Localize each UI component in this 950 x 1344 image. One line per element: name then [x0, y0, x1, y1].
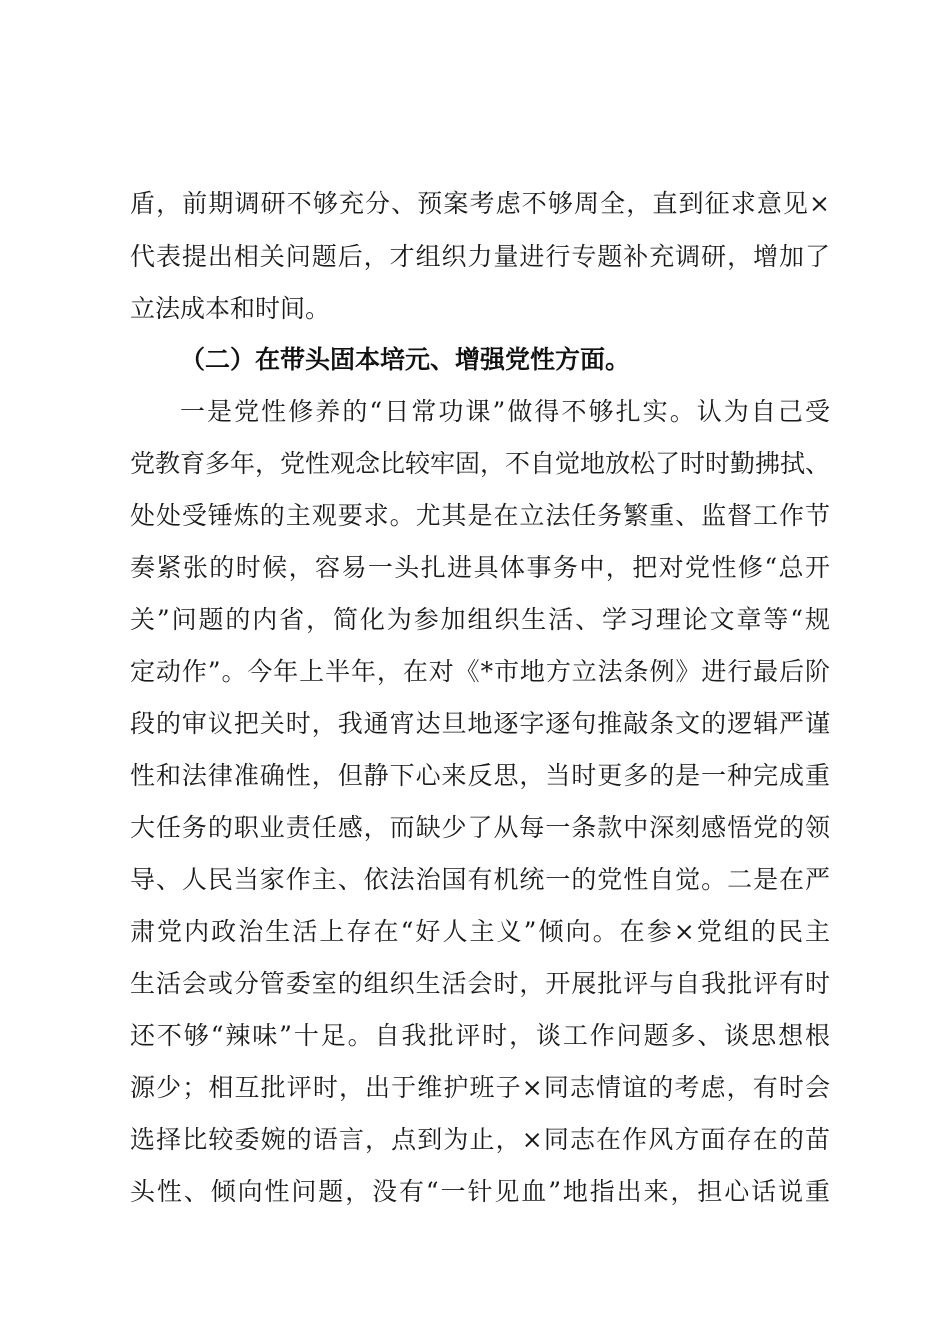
- text-line: [0, 756, 950, 796]
- text-line: [0, 1172, 950, 1212]
- text-line: [0, 912, 950, 952]
- text-line-content: 大任务的职业责任感，而缺少了从每一条款中深刻感悟党的领: [130, 813, 830, 842]
- text-line: [0, 1068, 950, 1108]
- text-line: [0, 860, 950, 900]
- text-line: [0, 1120, 950, 1160]
- text-line-content: 盾，前期调研不够充分、预案考虑不够周全，直到征求意见×: [130, 189, 830, 218]
- text-line-content: 奏紧张的时候，容易一头扎进具体事务中，把对党性修“总开: [130, 553, 830, 582]
- text-line-content: 立法成本和时间。: [130, 294, 331, 323]
- text-line: [0, 1016, 950, 1056]
- text-line-content: 关”问题的内省，简化为参加组织生活、学习理论文章等“规: [130, 605, 830, 634]
- section-heading-text: （二）在带头固本培元、增强党性方面。: [180, 345, 631, 374]
- text-line: [0, 392, 950, 432]
- text-line: [0, 652, 950, 692]
- text-line-content: 定动作”。今年上半年，在对《*市地方立法条例》进行最后阶: [130, 657, 830, 686]
- text-line-content: 一是党性修养的“日常功课”做得不够扎实。认为自己受: [180, 397, 830, 426]
- text-line: [0, 444, 950, 484]
- text-line: [0, 289, 950, 329]
- text-line-content: 党教育多年，党性观念比较牢固，不自觉地放松了时时勤拂拭、: [130, 449, 831, 478]
- text-line-content: 选择比较委婉的语言，点到为止，×同志在作风方面存在的苗: [130, 1125, 830, 1154]
- text-line: [0, 964, 950, 1004]
- text-line-content: 还不够“辣味”十足。自我批评时，谈工作问题多、谈思想根: [130, 1021, 830, 1050]
- section-heading: [0, 340, 950, 380]
- text-line-content: 生活会或分管委室的组织生活会时，开展批评与自我批评有时: [130, 969, 830, 998]
- text-line-content: 代表提出相关问题后，才组织力量进行专题补充调研，增加了: [130, 242, 830, 271]
- text-line-content: 导、人民当家作主、依法治国有机统一的党性自觉。二是在严: [130, 865, 830, 894]
- text-line-content: 段的审议把关时，我通宵达旦地逐字逐句推敲条文的逻辑严谨: [130, 709, 830, 738]
- text-line: [0, 548, 950, 588]
- text-line: [0, 237, 950, 277]
- text-line-content: 处处受锤炼的主观要求。尤其是在立法任务繁重、监督工作节: [130, 501, 830, 530]
- text-line-content: 肃党内政治生活上存在“好人主义”倾向。在参×党组的民主: [130, 917, 830, 946]
- text-line-content: 性和法律准确性，但静下心来反思，当时更多的是一种完成重: [130, 761, 830, 790]
- text-line: [0, 496, 950, 536]
- text-line: [0, 704, 950, 744]
- text-line: [0, 600, 950, 640]
- text-line: [0, 808, 950, 848]
- text-line-content: 源少；相互批评时，出于维护班子×同志情谊的考虑，有时会: [130, 1073, 830, 1102]
- text-line: [0, 184, 950, 224]
- text-line-content: 头性、倾向性问题，没有“一针见血”地指出来，担心话说重: [130, 1177, 830, 1206]
